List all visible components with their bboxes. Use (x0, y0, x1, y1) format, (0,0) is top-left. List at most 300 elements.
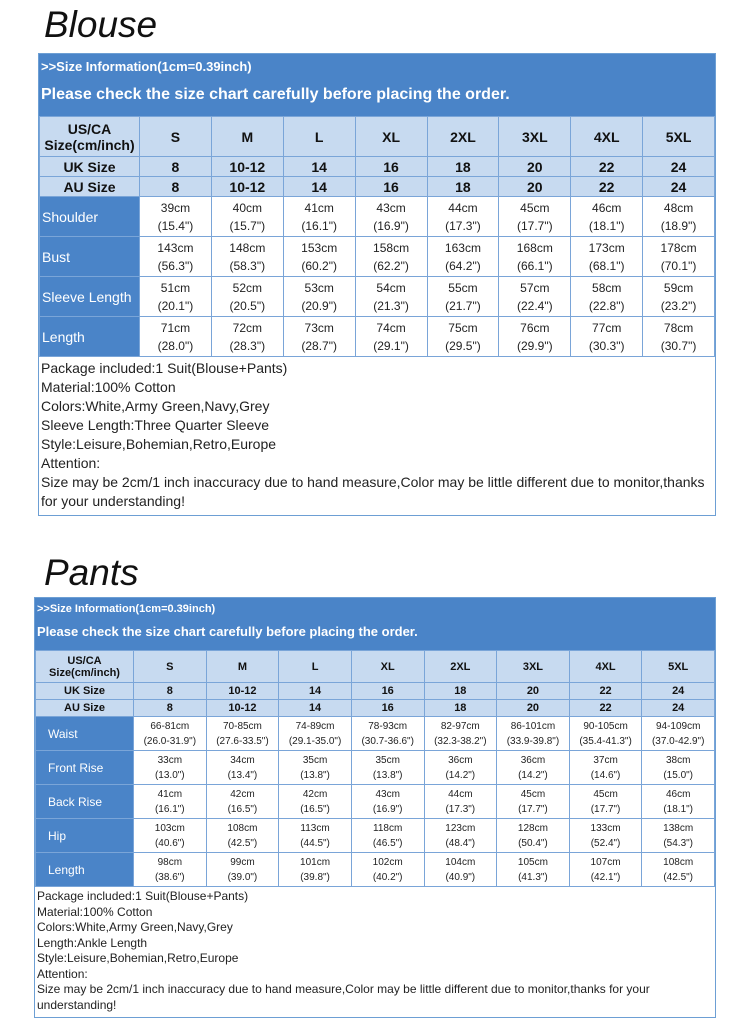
blouse-uk-value: 22 (571, 157, 643, 177)
blouse-measure-cell (499, 197, 571, 237)
pants-measure-cell (351, 751, 424, 785)
pants-measure-cm: 44cm (448, 788, 473, 800)
pants-uk-value: 14 (279, 683, 352, 700)
blouse-measure-cm: 53cm (304, 280, 334, 295)
pants-measure-row (36, 853, 715, 887)
pants-measure-cm: 103cm (154, 822, 185, 834)
pants-measure-inch: (13.8") (372, 769, 403, 781)
pants-measure-cell (351, 785, 424, 819)
blouse-measure-inch: (23.2") (660, 298, 697, 313)
pants-measure-cm: 43cm (375, 788, 400, 800)
blouse-measure-cell (427, 197, 499, 237)
blouse-measure-cm: 58cm (592, 280, 622, 295)
blouse-measure-inch: (64.2") (445, 258, 481, 273)
blouse-size-5: 3XL (499, 117, 571, 157)
pants-measure-cm: 118cm (373, 822, 403, 834)
blouse-measure-inch: (21.3") (373, 298, 409, 313)
blouse-au-value: 8 (140, 177, 212, 197)
pants-measure-cell (351, 819, 424, 853)
pants-measure-cell (642, 717, 715, 751)
pants-measure-cell (279, 785, 352, 819)
pants-measure-cm: 94-109cm (655, 720, 701, 732)
pants-measure-inch: (15.0") (663, 769, 694, 781)
pants-measure-cell (134, 785, 207, 819)
pants-measure-cm: 36cm (448, 754, 473, 766)
blouse-measure-inch: (17.7") (517, 218, 553, 233)
blouse-uk-value: 20 (499, 157, 571, 177)
blouse-measure-label: Shoulder (40, 197, 140, 237)
pants-measure-inch: (54.3") (663, 837, 694, 849)
pants-au-value: 8 (134, 700, 207, 717)
pants-measure-cm: 105cm (517, 856, 548, 868)
pants-measure-inch: (46.5") (372, 837, 403, 849)
blouse-measure-cell (571, 317, 643, 357)
pants-measure-inch: (40.2") (372, 871, 403, 883)
blouse-size-2: L (283, 117, 355, 157)
pants-measure-cell (569, 751, 642, 785)
pants-size-6: 4XL (569, 651, 642, 683)
pants-size-4: 2XL (424, 651, 497, 683)
blouse-measure-inch: (66.1") (517, 258, 553, 273)
pants-measure-cell (351, 853, 424, 887)
pants-measure-cm: 41cm (157, 788, 183, 800)
pants-measure-inch: (44.5") (300, 837, 330, 849)
blouse-measure-cell (499, 317, 571, 357)
blouse-size-label-text: Size(cm/inch) (44, 136, 135, 153)
pants-size-label-text: Size(cm/inch) (49, 666, 120, 679)
pants-measure-cell (642, 751, 715, 785)
pants-chart-header (35, 598, 715, 650)
blouse-measure-inch: (18.1") (588, 218, 625, 233)
pants-measure-cell (642, 853, 715, 887)
pants-note-line: Length:Ankle Length (37, 935, 148, 950)
pants-measure-cell (497, 819, 570, 853)
blouse-note-line: Material:100% Cotton (41, 379, 176, 395)
pants-measure-inch: (39.8") (300, 871, 330, 883)
pants-measure-inch: (17.7") (590, 803, 621, 815)
blouse-measure-inch: (58.3") (229, 258, 266, 273)
pants-measure-cell (279, 717, 352, 751)
pants-measure-inch: (41.3") (518, 871, 548, 883)
pants-measure-cm: 99cm (230, 856, 255, 868)
pants-notes (35, 887, 715, 1017)
blouse-measure-cell (211, 277, 283, 317)
pants-measure-inch: (42.5") (663, 871, 694, 883)
blouse-measure-cell (140, 317, 212, 357)
pants-measure-cell (424, 785, 497, 819)
blouse-measure-inch: (21.7") (445, 298, 481, 313)
pants-measure-cell (134, 717, 207, 751)
blouse-measure-label: Sleeve Length (40, 277, 140, 317)
pants-measure-cell (424, 819, 497, 853)
blouse-measure-cm: 76cm (520, 320, 550, 335)
pants-measure-cm: 45cm (520, 788, 546, 800)
pants-measure-cm: 33cm (157, 754, 183, 766)
pants-uk-value: 16 (351, 683, 424, 700)
blouse-measure-cell (427, 317, 499, 357)
blouse-measure-inch: (28.7") (301, 338, 337, 353)
blouse-uk-row (40, 157, 715, 177)
pants-uk-value: 24 (642, 683, 715, 700)
blouse-measure-inch: (20.9") (301, 298, 337, 313)
blouse-measure-cm: 57cm (520, 280, 550, 295)
blouse-size-4: 2XL (427, 117, 499, 157)
pants-measure-inch: (13.4") (227, 769, 258, 781)
blouse-measure-cm: 55cm (448, 280, 478, 295)
pants-measure-cell (134, 819, 207, 853)
pants-au-label: AU Size (36, 700, 134, 717)
pants-uk-value: 10-12 (206, 683, 279, 700)
pants-au-value: 16 (351, 700, 424, 717)
pants-uk-label: UK Size (36, 683, 134, 700)
pants-measure-label: Length (36, 853, 134, 887)
pants-measure-cell (134, 751, 207, 785)
pants-size-0: S (134, 651, 207, 683)
blouse-uk-value: 16 (355, 157, 427, 177)
blouse-measure-cm: 71cm (160, 320, 191, 335)
blouse-measure-cell (355, 197, 427, 237)
blouse-measure-cm: 59cm (663, 280, 694, 295)
blouse-measure-cell (283, 277, 355, 317)
blouse-measure-label: Length (40, 317, 140, 357)
blouse-note-line: Attention: (41, 455, 101, 471)
blouse-note-line: Sleeve Length:Three Quarter Sleeve (41, 417, 270, 433)
pants-measure-cm: 98cm (157, 856, 183, 868)
pants-measure-cell (206, 751, 279, 785)
pants-measure-cm: 37cm (593, 754, 618, 766)
pants-measure-inch: (32.3-38.2") (434, 735, 487, 747)
pants-measure-cm: 46cm (665, 788, 691, 800)
pants-measure-cm: 90-105cm (583, 720, 628, 732)
blouse-measure-cm: 74cm (376, 320, 406, 335)
blouse-uk-label: UK Size (40, 157, 140, 177)
pants-size-header-row (36, 651, 715, 683)
blouse-measure-row (40, 317, 715, 357)
pants-measure-label: Back Rise (36, 785, 134, 819)
pants-size-5: 3XL (497, 651, 570, 683)
pants-note-line: Style:Leisure,Bohemian,Retro,Europe (37, 951, 239, 965)
blouse-measure-cell (355, 237, 427, 277)
pants-note-line: Material:100% Cotton (37, 904, 153, 919)
pants-measure-inch: (35.4-41.3") (579, 735, 632, 747)
pants-measure-cm: 35cm (375, 754, 400, 766)
blouse-note-line: Style:Leisure,Bohemian,Retro,Europe (41, 436, 277, 452)
pants-measure-cm: 101cm (300, 856, 331, 868)
pants-measure-cm: 45cm (593, 788, 618, 800)
blouse-measure-inch: (70.1") (660, 258, 697, 273)
pants-measure-cm: 74-89cm (295, 720, 335, 732)
blouse-measure-cell (643, 317, 715, 357)
blouse-measure-inch: (60.2") (301, 258, 337, 273)
pants-note-line: Attention: (37, 966, 88, 981)
pants-au-value: 18 (424, 700, 497, 717)
blouse-chart-header (39, 54, 715, 116)
pants-measure-row (36, 785, 715, 819)
pants-measure-cm: 108cm (227, 822, 258, 834)
blouse-measure-inch: (30.3") (588, 338, 625, 353)
blouse-measure-inch: (20.1") (157, 298, 194, 313)
blouse-measure-cm: 43cm (376, 200, 406, 215)
pants-size-1: M (206, 651, 279, 683)
blouse-au-value: 22 (571, 177, 643, 197)
blouse-measure-cm: 54cm (376, 280, 406, 295)
pants-measure-cell (351, 717, 424, 751)
pants-measure-cm: 42cm (230, 788, 255, 800)
pants-measure-cell (569, 819, 642, 853)
pants-measure-cell (497, 785, 570, 819)
blouse-size-3: XL (355, 117, 427, 157)
blouse-measure-inch: (29.1") (373, 338, 409, 353)
pants-measure-inch: (48.4") (445, 837, 476, 849)
blouse-measure-cm: 73cm (304, 320, 334, 335)
blouse-measure-cell (571, 277, 643, 317)
pants-size-7: 5XL (642, 651, 715, 683)
pants-measure-inch: (13.0") (154, 769, 185, 781)
blouse-au-value: 10-12 (211, 177, 283, 197)
blouse-measure-row (40, 197, 715, 237)
pants-au-value: 10-12 (206, 700, 279, 717)
blouse-measure-inch: (15.4") (157, 218, 194, 233)
pants-measure-cell (497, 853, 570, 887)
pants-measure-cell (424, 751, 497, 785)
pants-measure-cell (206, 819, 279, 853)
pants-measure-inch: (42.1") (590, 871, 621, 883)
blouse-measure-inch: (17.3") (445, 218, 481, 233)
blouse-size-table (39, 116, 715, 357)
blouse-note-line: Colors:White,Army Green,Navy,Grey (41, 398, 270, 414)
pants-size-chart (34, 597, 716, 1018)
blouse-measure-inch: (29.5") (445, 338, 481, 353)
pants-size-label-cell (36, 651, 134, 683)
blouse-measure-cm: 51cm (160, 280, 191, 295)
pants-measure-cm: 104cm (445, 856, 476, 868)
blouse-measure-cell (571, 197, 643, 237)
blouse-measure-cm: 41cm (304, 200, 334, 215)
blouse-measure-inch: (30.7") (660, 338, 697, 353)
blouse-uk-value: 10-12 (211, 157, 283, 177)
pants-measure-cm: 102cm (372, 856, 403, 868)
blouse-notes (39, 357, 715, 515)
blouse-measure-inch: (22.4") (517, 298, 553, 313)
blouse-au-value: 18 (427, 177, 499, 197)
blouse-measure-cell (283, 197, 355, 237)
pants-measure-inch: (17.3") (445, 803, 476, 815)
pants-measure-cm: 82-97cm (440, 720, 480, 732)
pants-measure-inch: (40.6") (154, 837, 185, 849)
pants-measure-cm: 107cm (590, 856, 621, 868)
blouse-measure-row (40, 237, 715, 277)
blouse-measure-cm: 178cm (660, 240, 697, 255)
blouse-au-value: 14 (283, 177, 355, 197)
pants-measure-cell (279, 819, 352, 853)
blouse-section-title: Blouse (44, 4, 158, 45)
pants-measure-inch: (29.1-35.0") (288, 735, 342, 747)
blouse-uk-value: 14 (283, 157, 355, 177)
pants-measure-row (36, 819, 715, 853)
blouse-measure-inch: (22.8") (588, 298, 625, 313)
pants-measure-cm: 78-93cm (368, 720, 408, 732)
blouse-measure-cm: 143cm (157, 240, 194, 255)
pants-au-value: 24 (642, 700, 715, 717)
blouse-measure-row (40, 277, 715, 317)
blouse-measure-cm: 48cm (663, 200, 694, 215)
blouse-uk-value: 18 (427, 157, 499, 177)
pants-note-line: Package included:1 Suit(Blouse+Pants) (37, 889, 249, 903)
pants-measure-cm: 38cm (665, 754, 691, 766)
blouse-size-label-text: US/CA (67, 120, 112, 137)
pants-measure-inch: (16.9") (372, 803, 403, 815)
blouse-measure-inch: (28.3") (229, 338, 266, 353)
pants-measure-cm: 35cm (302, 754, 328, 766)
blouse-size-7: 5XL (643, 117, 715, 157)
blouse-uk-value: 8 (140, 157, 212, 177)
pants-measure-label: Hip (36, 819, 134, 853)
blouse-measure-cm: 40cm (232, 200, 262, 215)
pants-measure-inch: (42.5") (227, 837, 258, 849)
blouse-measure-inch: (18.9") (660, 218, 697, 233)
blouse-size-6: 4XL (571, 117, 643, 157)
blouse-au-label: AU Size (40, 177, 140, 197)
blouse-measure-cm: 158cm (373, 240, 410, 255)
blouse-measure-cell (427, 237, 499, 277)
pants-measure-row (36, 717, 715, 751)
blouse-measure-cell (140, 197, 212, 237)
pants-measure-cell (424, 853, 497, 887)
pants-measure-inch: (40.9") (445, 871, 476, 883)
blouse-size-chart (38, 53, 716, 516)
blouse-measure-cell (499, 277, 571, 317)
pants-measure-inch: (27.6-33.5") (216, 735, 269, 747)
pants-measure-inch: (37.0-42.9") (651, 735, 705, 747)
pants-measure-cell (569, 717, 642, 751)
blouse-measure-cm: 168cm (516, 240, 553, 255)
pants-size-table (35, 650, 715, 887)
blouse-measure-label: Bust (40, 237, 140, 277)
blouse-measure-cell (355, 317, 427, 357)
blouse-note-line: Size may be 2cm/1 inch inaccuracy due to hand measure,Color may be little different due to monitor,thanks for your understanding! (41, 474, 705, 509)
pants-measure-inch: (26.0-31.9") (143, 735, 197, 747)
pants-measure-cell (424, 717, 497, 751)
blouse-measure-cell (211, 317, 283, 357)
pants-size-label-text: US/CA (67, 654, 102, 667)
blouse-size-1: M (211, 117, 283, 157)
pants-measure-inch: (17.7") (518, 803, 548, 815)
pants-section-title: Pants (44, 552, 139, 593)
blouse-measure-cm: 52cm (232, 280, 262, 295)
blouse-uk-value: 24 (643, 157, 715, 177)
pants-measure-cm: 66-81cm (150, 720, 190, 732)
pants-uk-value: 20 (497, 683, 570, 700)
pants-measure-cm: 128cm (517, 822, 548, 834)
pants-measure-cell (497, 717, 570, 751)
pants-size-info-line: >>Size Information(1cm=0.39inch) (37, 603, 216, 615)
pants-uk-row (36, 683, 715, 700)
pants-measure-cm: 108cm (663, 856, 694, 868)
pants-measure-cm: 70-85cm (222, 720, 262, 732)
blouse-note-line: Package included:1 Suit(Blouse+Pants) (41, 360, 288, 376)
blouse-measure-cell (283, 317, 355, 357)
blouse-measure-cell (643, 237, 715, 277)
blouse-size-header-row (40, 117, 715, 157)
blouse-measure-cm: 148cm (229, 240, 266, 255)
blouse-measure-inch: (20.5") (229, 298, 266, 313)
pants-measure-inch: (16.1") (154, 803, 185, 815)
blouse-measure-cell (140, 237, 212, 277)
blouse-size-0: S (140, 117, 212, 157)
pants-measure-cell (279, 853, 352, 887)
blouse-measure-cell (283, 237, 355, 277)
pants-measure-cm: 123cm (445, 822, 476, 834)
pants-measure-cell (134, 853, 207, 887)
pants-measure-cm: 133cm (590, 822, 621, 834)
pants-measure-cell (642, 785, 715, 819)
pants-note-line: Size may be 2cm/1 inch inaccuracy due to hand measure,Color may be little different due to monitor,thanks for your understanding! (37, 982, 650, 1012)
blouse-measure-cm: 72cm (232, 320, 262, 335)
pants-measure-cm: 42cm (302, 788, 328, 800)
blouse-measure-cell (643, 197, 715, 237)
pants-au-value: 20 (497, 700, 570, 717)
blouse-au-value: 16 (355, 177, 427, 197)
pants-measure-inch: (16.5") (300, 803, 330, 815)
blouse-measure-inch: (15.7") (229, 218, 266, 233)
pants-measure-inch: (16.5") (227, 803, 258, 815)
blouse-measure-cm: 75cm (448, 320, 478, 335)
pants-measure-inch: (13.8") (300, 769, 330, 781)
pants-measure-cm: 36cm (520, 754, 546, 766)
pants-measure-label: Front Rise (36, 751, 134, 785)
blouse-measure-cell (140, 277, 212, 317)
blouse-measure-cm: 78cm (663, 320, 694, 335)
pants-measure-cell (206, 853, 279, 887)
blouse-measure-cell (643, 277, 715, 317)
pants-size-2: L (279, 651, 352, 683)
blouse-size-info-line: >>Size Information(1cm=0.39inch) (41, 59, 252, 74)
blouse-measure-cell (211, 197, 283, 237)
pants-note-line: Colors:White,Army Green,Navy,Grey (37, 920, 233, 934)
blouse-measure-cm: 44cm (448, 200, 478, 215)
pants-measure-inch: (30.7-36.6") (361, 735, 414, 747)
blouse-measure-cm: 153cm (301, 240, 338, 255)
blouse-measure-cm: 77cm (592, 320, 622, 335)
blouse-measure-inch: (68.1") (588, 258, 625, 273)
pants-measure-cell (206, 785, 279, 819)
pants-measure-inch: (38.6") (154, 871, 185, 883)
blouse-measure-cm: 45cm (520, 200, 550, 215)
blouse-measure-cm: 163cm (444, 240, 481, 255)
blouse-measure-cell (355, 277, 427, 317)
pants-measure-inch: (14.2") (518, 769, 548, 781)
pants-measure-inch: (52.4") (590, 837, 621, 849)
pants-uk-value: 8 (134, 683, 207, 700)
pants-measure-inch: (14.2") (445, 769, 476, 781)
blouse-au-value: 20 (499, 177, 571, 197)
blouse-measure-cell (427, 277, 499, 317)
pants-measure-cell (569, 785, 642, 819)
pants-measure-cell (206, 717, 279, 751)
pants-measure-cm: 113cm (300, 822, 330, 834)
pants-measure-cell (569, 853, 642, 887)
pants-measure-cell (279, 751, 352, 785)
pants-au-value: 22 (569, 700, 642, 717)
pants-measure-inch: (14.6") (590, 769, 621, 781)
pants-measure-inch: (39.0") (227, 871, 258, 883)
pants-measure-cell (642, 819, 715, 853)
pants-size-3: XL (351, 651, 424, 683)
pants-au-row (36, 700, 715, 717)
blouse-measure-cell (211, 237, 283, 277)
blouse-measure-inch: (56.3") (157, 258, 194, 273)
blouse-measure-inch: (62.2") (373, 258, 409, 273)
